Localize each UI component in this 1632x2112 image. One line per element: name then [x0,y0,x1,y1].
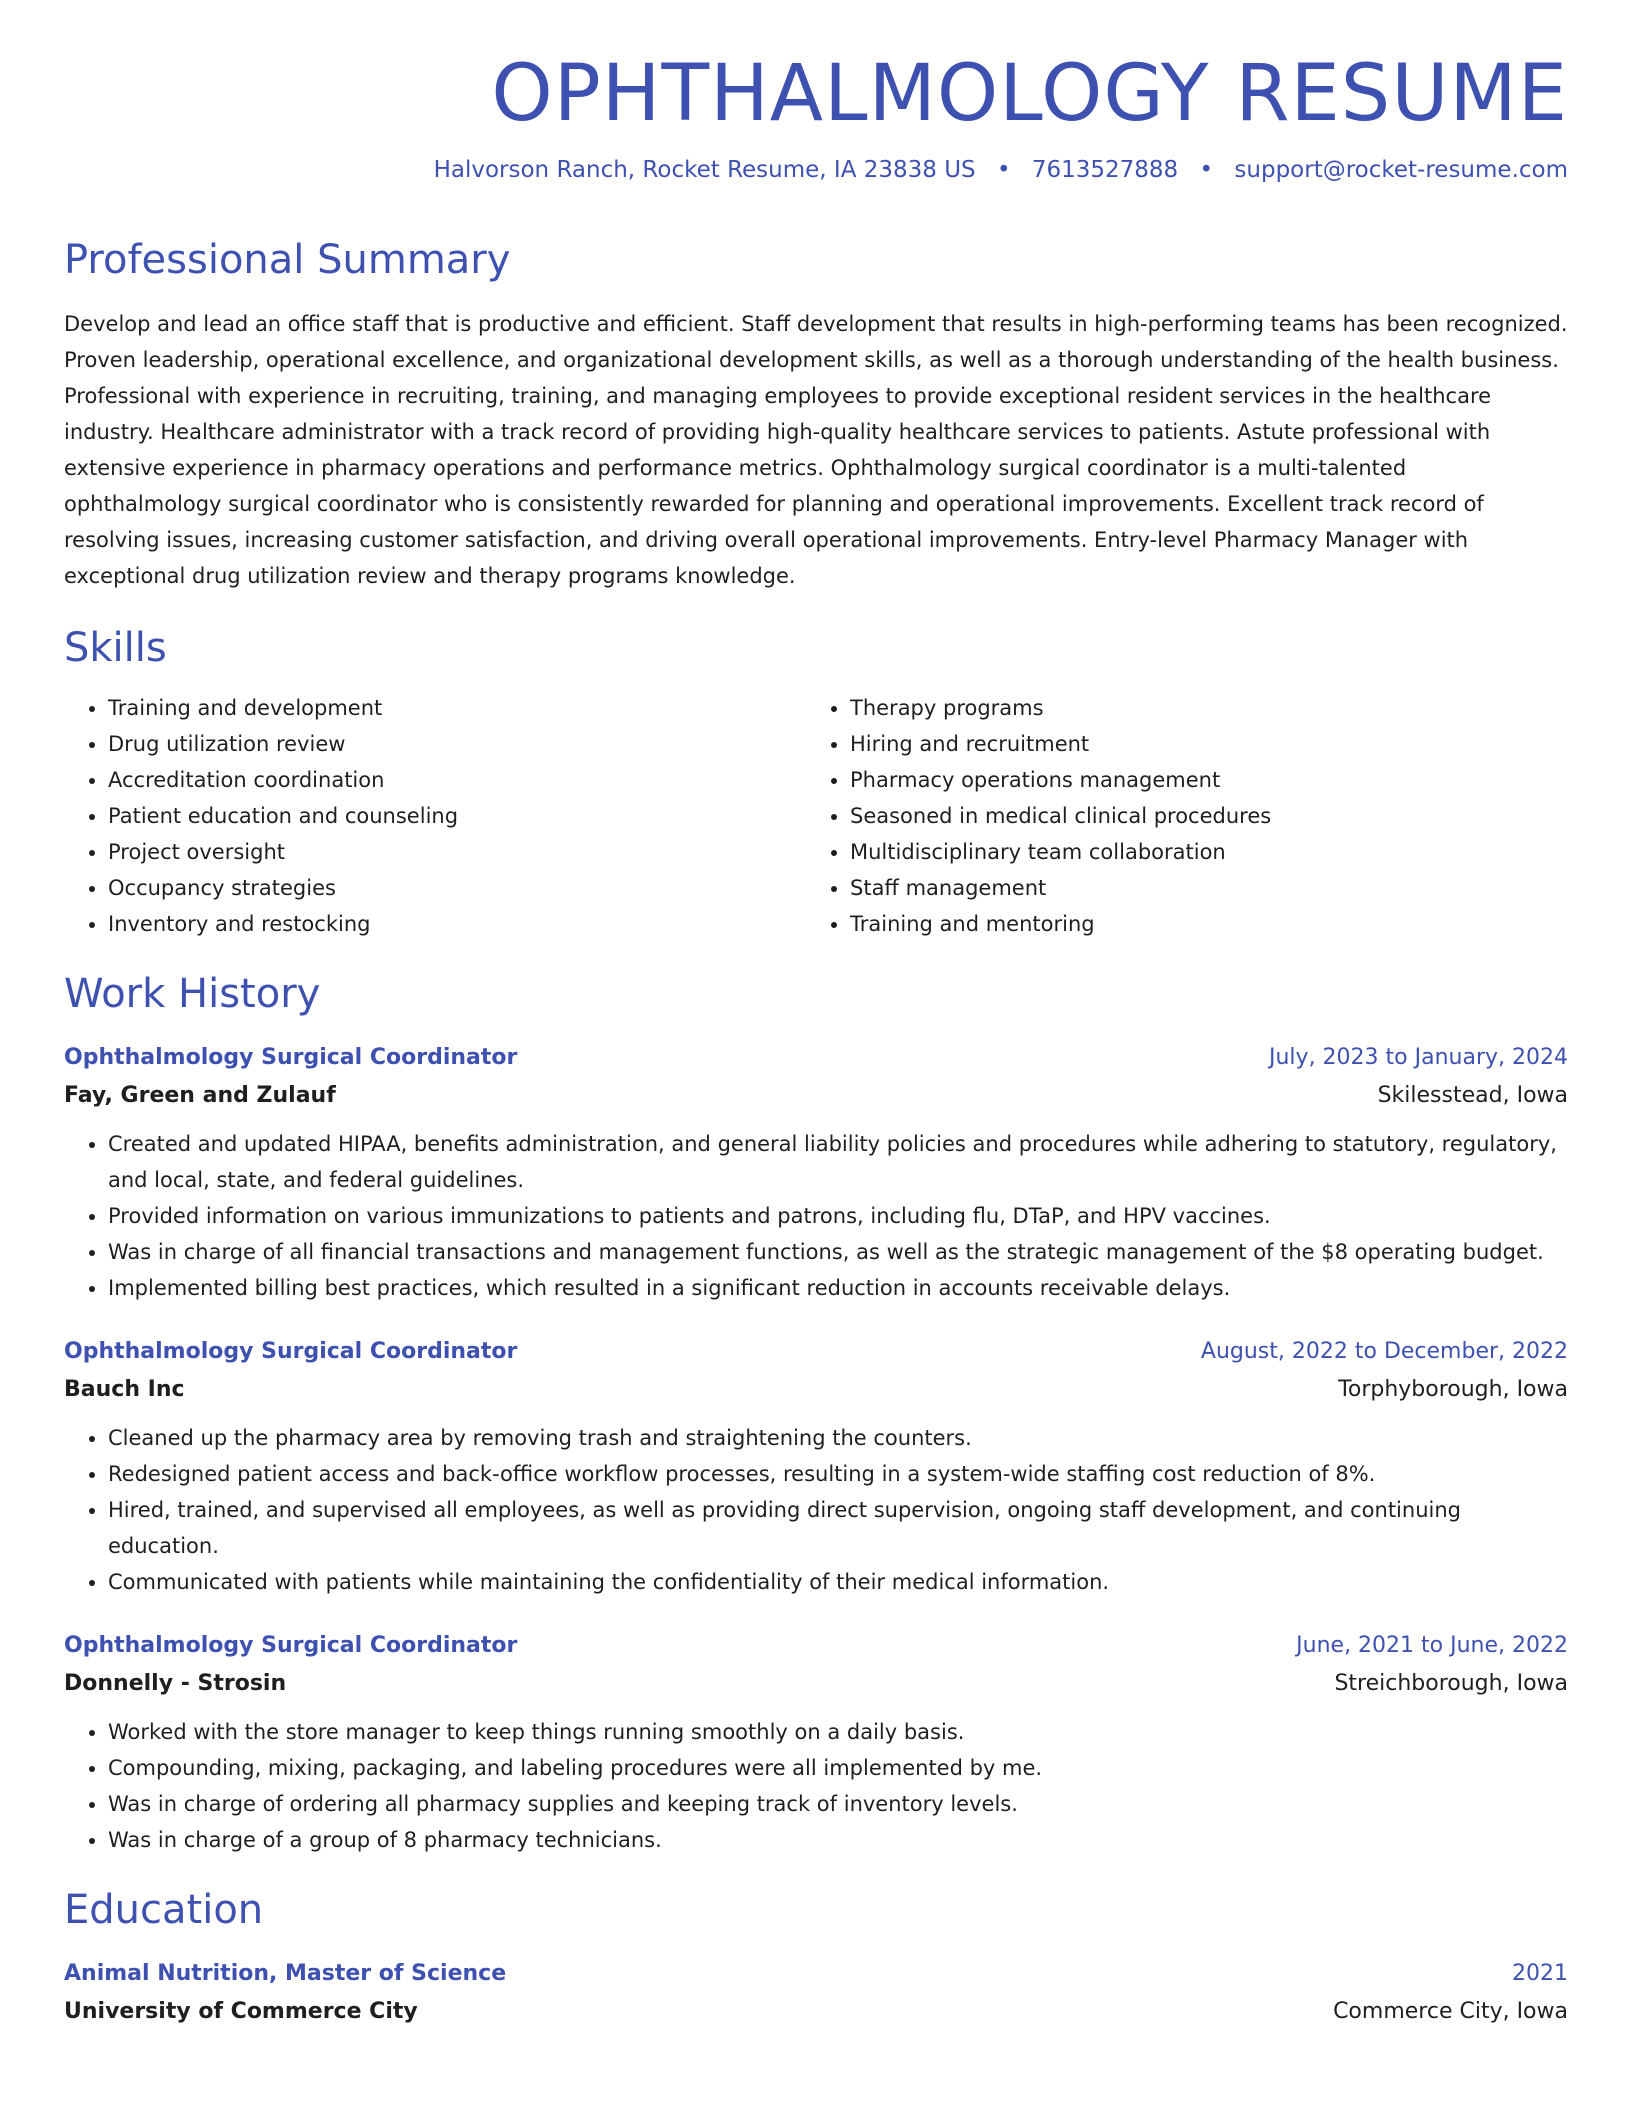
skill-item: • Inventory and restocking [108,906,806,942]
job-location: Torphyborough, Iowa [1338,1376,1568,1402]
education-location: Commerce City, Iowa [1333,1998,1568,2024]
skill-item: • Therapy programs [850,690,1548,726]
skill-item: • Accreditation coordination [108,762,806,798]
job-bullet: • Hired, trained, and supervised all employees, as well as providing direct supervision, ongoing staff development, and continuing education. [108,1492,1568,1564]
contact-email: support@rocket-resume.com [1234,156,1568,183]
job-entry [64,1334,1568,1600]
job-bullet: • Implemented billing best practices, which resulted in a significant reduction in accounts receivable delays. [108,1270,1568,1306]
skills-column-right [806,690,1548,942]
contact-separator: • [996,156,1011,183]
skill-item: • Project oversight [108,834,806,870]
job-title: Ophthalmology Surgical Coordinator [64,1338,518,1364]
skill-item: • Seasoned in medical clinical procedures [850,798,1548,834]
skill-item: • Occupancy strategies [108,870,806,906]
contact-address: Halvorson Ranch, Rocket Resume, IA 23838 US [433,156,976,183]
job-bullet: • Communicated with patients while maintaining the confidentiality of their medical information. [108,1564,1568,1600]
skill-item: • Drug utilization review [108,726,806,762]
education-school: University of Commerce City [64,1998,418,2024]
contact-phone: 7613527888 [1031,156,1179,183]
job-location: Skilesstead, Iowa [1377,1082,1568,1108]
work-history-heading: Work History [64,970,321,1017]
job-bullets [64,1126,1568,1306]
job-title: Ophthalmology Surgical Coordinator [64,1632,518,1658]
job-bullets [64,1714,1568,1858]
skill-item: • Training and development [108,690,806,726]
job-dates: July, 2023 to January, 2024 [1269,1044,1568,1070]
job-bullet: • Created and updated HIPAA, benefits administration, and general liability policies and procedures while adhering to statutory, regulatory, and local, state, and federal guidelines. [108,1126,1568,1198]
skill-item: • Patient education and counseling [108,798,806,834]
skill-item: • Pharmacy operations management [850,762,1548,798]
skill-item: • Hiring and recruitment [850,726,1548,762]
skills-heading: Skills [64,624,167,671]
job-location: Streichborough, Iowa [1334,1670,1568,1696]
job-dates: June, 2021 to June, 2022 [1296,1632,1568,1658]
education-entry [64,1956,1568,2032]
job-company: Fay, Green and Zulauf [64,1082,336,1108]
education-year: 2021 [1512,1960,1568,1986]
job-bullet: • Was in charge of all financial transactions and management functions, as well as the strategic management of the $8 operating budget. [108,1234,1568,1270]
job-bullet: • Compounding, mixing, packaging, and labeling procedures were all implemented by me. [108,1750,1568,1786]
resume-page [64,0,1568,2032]
skills-list [64,690,1568,942]
job-bullet: • Was in charge of a group of 8 pharmacy technicians. [108,1822,1568,1858]
job-title: Ophthalmology Surgical Coordinator [64,1044,518,1070]
education-degree: Animal Nutrition, Master of Science [64,1960,507,1986]
job-bullet: • Was in charge of ordering all pharmacy supplies and keeping track of inventory levels. [108,1786,1568,1822]
job-bullets [64,1420,1568,1600]
skill-item: • Multidisciplinary team collaboration [850,834,1548,870]
job-bullet: • Provided information on various immunizations to patients and patrons, including flu, DTaP, and HPV vaccines. [108,1198,1568,1234]
job-dates: August, 2022 to December, 2022 [1200,1338,1568,1364]
job-bullet: • Worked with the store manager to keep things running smoothly on a daily basis. [108,1714,1568,1750]
skill-item: • Staff management [850,870,1548,906]
resume-name: OPHTHALMOLOGY RESUME [491,49,1568,139]
skills-column-left [64,690,806,942]
summary-heading: Professional Summary [64,236,511,283]
contact-separator: • [1199,156,1214,183]
job-company: Donnelly - Strosin [64,1670,287,1696]
summary-text: Develop and lead an office staff that is productive and efficient. Staff development that results in high-performing teams has been recognized. Proven leadership, operational excellence, and organizational development skills, as well as a thorough understanding of the health business. Professional with experience in recruiting, training, and managing employees to provide exceptional resident services in the healthcare industry. Healthcare administrator with a track record of providing high-quality healthcare services to patients. Astute professional with extensive experience in pharmacy operations and performance metrics. Ophthalmology surgical coordinator is a multi-talented ophthalmology surgical coordinator who is consistently rewarded for planning and operational improvements. Excellent track record of resolving issues, increasing customer satisfaction, and driving overall operational improvements. Entry-level Pharmacy Manager with exceptional drug utilization review and therapy programs knowledge. [64,311,1568,588]
job-bullet: • Redesigned patient access and back-office workflow processes, resulting in a system-wide staffing cost reduction of 8%. [108,1456,1568,1492]
contact-line [64,156,1568,186]
job-company: Bauch Inc [64,1376,185,1402]
job-entry [64,1040,1568,1306]
job-bullet: • Cleaned up the pharmacy area by removing trash and straightening the counters. [108,1420,1568,1456]
education-heading: Education [64,1886,264,1933]
job-entry [64,1628,1568,1858]
skill-item: • Training and mentoring [850,906,1548,942]
